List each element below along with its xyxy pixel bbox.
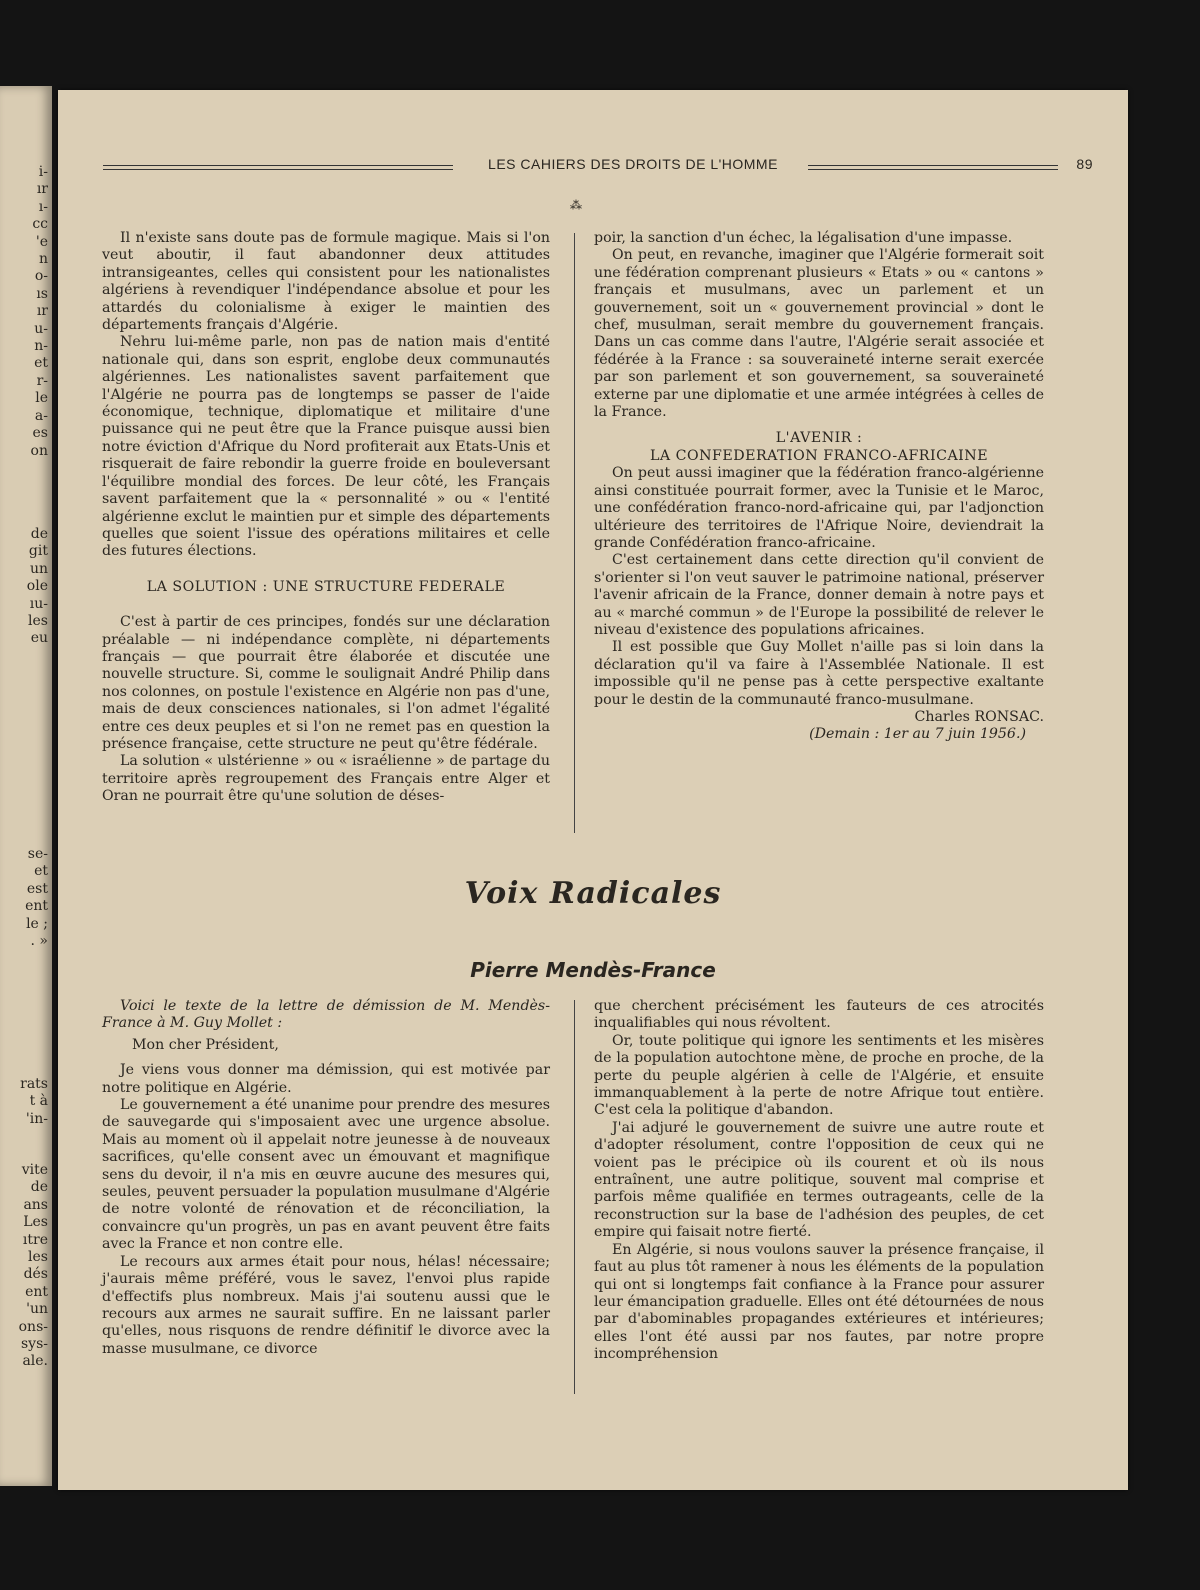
section-heading: LA CONFEDERATION FRANCO-AFRICAINE [649, 447, 989, 464]
fragment-line: Les [23, 1214, 48, 1231]
fragment-line: ans [23, 1196, 48, 1213]
fragment-line: cc [32, 216, 48, 233]
fragment-line: ıu- [29, 595, 48, 612]
paragraph: que cherchent précisément les fauteurs de ces atrocités inqualifiables qui nous révoltent. [594, 998, 1044, 1032]
paragraph: On peut aussi imaginer que la fédération franco-algérienne ainsi constituée pourrait former, avec la Tunisie et le Maroc, une confédération franco-nord-africaine qui, par l'adjonction ultérieure des territoires de l'Afrique Noire, deviendrait la grande Confédération franco-africaine. [594, 465, 1044, 551]
paragraph: Il n'existe sans doute pas de formule magique. Mais si l'on veut aboutir, il faut abandonner deux attitudes intransigeantes, celles qui consistent pour les nationalistes algériens à revendiquer l'indépendance absolue et pour les attardés du colonialisme à exiger le maintien des départements français d'Algérie. [102, 230, 550, 334]
fragment-line: 'in- [25, 1110, 48, 1127]
fragment-line: git [28, 543, 48, 560]
fragment-line: ır [36, 303, 48, 320]
asterism: ⁂ [570, 198, 582, 212]
paragraph: Je viens vous donner ma démission, qui est motivée par notre politique en Algérie. [102, 1062, 550, 1096]
fragment-line: 'e [35, 233, 48, 250]
paragraph: J'ai adjuré le gouvernement de suivre une autre route et d'adopter résolument, contre l'opposition de ceux qui ne voient pas le précipice où ils courent et où ils nous entraînent, une autre politique, souvent mal comprise et parfois même qualifiée en termes outrageants, celle de la reconstruction sur la base de l'adhésion des peuples, de cet empire qui faisait notre fierté. [594, 1119, 1044, 1241]
article2-left-column [102, 998, 550, 1358]
fragment-line: ale. [22, 1353, 48, 1370]
paragraph: En Algérie, si nous voulons sauver la présence française, il faut au plus tôt ramener à nous les éléments de la population qui ont si longtemps fait confiance à la France pour assurer leur émancipation graduelle. Elles ont été détournées de nous par d'abominables propagandes extérieures et intérieures; elles l'ont été aussi par nos fautes, par notre propre incompréhension [594, 1241, 1044, 1363]
paragraph: On peut, en revanche, imaginer que l'Algérie formerait soit une fédération comprenant plusieurs « Etats » ou « cantons » français et musulmans, avec un parlement et un gouvernement, soit un « gouvernement provincial » dont le chef, musulman, serait membre du gouvernement français. Dans un cas comme dans l'autre, l'Algérie serait associée et fédérée à la France : sa souveraineté interne serait exercée par son parlement et son gouvernement, sa souveraineté externe par une diplomatie et une armée intégrées à celles de la France. [594, 247, 1044, 421]
fragment-line: n- [34, 338, 48, 355]
paragraph: Nehru lui-même parle, non pas de nation mais d'entité nationale qui, dans son esprit, englobe deux communautés algériennes. Les nationalistes savent parfaitement que l'Algérie ne pourra pas de longtemps se passer de l'aide économique, technique, diplomatique et militaire d'une puissance qui ne peut être que la France puisque aussi bien notre éviction d'Afrique du Nord profiterait aux Etats-Unis et risquerait de faire rebondir la guerre froide en bouleversant l'équilibre mondial des forces. De leur côté, les Français savent parfaitement que la « personnalité » ou « l'entité algérienne exclut le maintien pur et simple des départements quelles que soient l'issue des opérations militaires et celle des futures élections. [102, 334, 550, 560]
journal-page [58, 90, 1128, 1490]
fragment-line: t à [29, 1093, 48, 1110]
fragment-line: eu [30, 630, 48, 647]
fragment-line: n [38, 251, 48, 268]
fragment-line: ole [26, 578, 48, 595]
fragment-line: ent [25, 1283, 48, 1300]
fragment-line: le ; [26, 915, 48, 932]
fragment-line: est [26, 880, 48, 897]
fragment-line: ır [36, 181, 48, 198]
fragment-line: a- [34, 407, 48, 424]
fragment-line: et [34, 863, 48, 880]
left-fragments-1 [31, 164, 48, 460]
column-divider [574, 233, 575, 833]
left-fragments-4 [20, 1076, 48, 1128]
fragment-line: r- [36, 372, 48, 389]
fragment-line: 'un [26, 1301, 48, 1318]
fragment-line: rats [20, 1076, 48, 1092]
fragment-line: un [29, 560, 48, 577]
header-rule-left [103, 165, 453, 170]
paragraph: C'est certainement dans cette direction qu'il convient de s'orienter si l'on veut sauver le patrimoine national, préserver l'avenir africain de la France, donner demain à notre pays et au « marché commun » de l'Europe la possibilité de relever le niveau d'existence des populations africaines. [594, 552, 1044, 638]
fragment-line: de [30, 526, 48, 542]
fragment-line: le [35, 390, 48, 407]
fragment-line: ı- [38, 198, 48, 215]
fragment-line: les [28, 613, 48, 630]
fragment-line: es [32, 425, 48, 442]
fragment-line: sys- [20, 1336, 48, 1353]
paragraph: Le gouvernement a été unanime pour prendre des mesures de sauvegarde qui s'imposaient avec une urgence absolue. Mais au moment où il appelait notre jeunesse à de nouveaux sacrifices, qu'elle consent avec un émouvant et magnifique sens du devoir, il n'a mis en œuvre aucune des mesures qui, seules, peuvent persuader la population musulmane d'Algérie de notre volonté de rénovation et de réconciliation, la convaincre qu'un progrès, un pas en avant peuvent être faits avec la France et non contre elle. [102, 1097, 550, 1253]
fragment-line: les [28, 1249, 48, 1266]
left-fragments-5 [19, 1162, 48, 1371]
article1-right-column [594, 230, 1044, 744]
article-title: Pierre Mendès-France [470, 958, 716, 982]
article2-right-column [594, 998, 1044, 1364]
section-heading: L'AVENIR : [775, 430, 863, 447]
fragment-line: ent [25, 898, 48, 915]
dateline: (Demain : 1er au 7 juin 1956.) [809, 726, 1026, 743]
author-signature: Charles RONSAC. [914, 708, 1044, 725]
paragraph: Le recours aux armes était pour nous, hélas! nécessaire; j'aurais même préféré, vous le savez, l'envoi plus rapide d'effectifs plus nombreux. Mais j'ai soutenu aussi que le recours aux armes ne saurait suffire. En ne laissant parler qu'elles, nous risquons de rendre définitif le divorce avec la masse musulmane, ce divorce [102, 1253, 550, 1357]
fragment-line: o- [34, 268, 48, 285]
fragment-line: dés [23, 1266, 48, 1283]
fragment-line: vite [21, 1162, 48, 1178]
paragraph: C'est à partir de ces principes, fondés sur une déclaration préalable — ni indépendance complète, ni départements français — que pourrait être élaborée et discutée une nouvelle structure. Si, comme le soulignait André Philip dans nos colonnes, on postule l'existence en Algérie non pas d'une, mais de deux consciences nationales, si l'on admet l'égalité entre ces deux peuples et si l'on ne remet pas en question la présence française, cette structure ne peut qu'être fédérale. [102, 614, 550, 752]
page-number: 89 [1076, 156, 1093, 172]
fragment-line: ıtre [22, 1231, 48, 1248]
column-divider [574, 1000, 575, 1394]
header-rule-right [808, 165, 1058, 170]
paragraph: Or, toute politique qui ignore les sentiments et les misères de la population autochtone mène, de proche en proche, de la perte du peuple algérien à celle de l'Algérie, et ensuite immanquablement à la perte de notre Afrique tout entière. C'est cela la politique d'abandon. [594, 1032, 1044, 1119]
salutation: Mon cher Président, [132, 1036, 279, 1053]
running-header [103, 156, 1093, 176]
paragraph: Il est possible que Guy Mollet n'aille pas si loin dans la déclaration qu'il va faire à l'Assemblée Nationale. Il est impossible qu'il ne pense pas à cette perspective exaltante pour le destin de la communauté franco-musulmane. [594, 639, 1044, 708]
fragment-line: se- [27, 846, 48, 862]
article1-left-column [102, 230, 550, 806]
paragraph: La solution « ulstérienne » ou « israélienne » de partage du territoire après regroupement des Français entre Alger et Oran ne pourrait être qu'une solution de déses- [102, 753, 550, 805]
fragment-line: u- [34, 320, 48, 337]
journal-title: LES CAHIERS DES DROITS DE L'HOMME [488, 156, 778, 172]
fragment-line: et [34, 355, 48, 372]
section-heading: LA SOLUTION : UNE STRUCTURE FEDERALE [146, 578, 506, 595]
adjacent-page-edge [0, 86, 52, 1486]
fragment-line: on [30, 442, 48, 459]
left-fragments-3 [25, 846, 48, 950]
fragment-line: ons- [18, 1318, 48, 1335]
paragraph: poir, la sanction d'un échec, la légalisation d'une impasse. [594, 230, 1013, 246]
fragment-line: i- [38, 164, 48, 180]
left-fragments-2 [27, 526, 48, 648]
section-title: Voix Radicales [464, 876, 722, 911]
fragment-line: ıs [36, 285, 48, 302]
fragment-line: . » [30, 933, 48, 950]
fragment-line: de [30, 1179, 48, 1196]
intro-paragraph: Voici le texte de la lettre de démission de M. Mendès-France à M. Guy Mollet : [102, 998, 550, 1032]
